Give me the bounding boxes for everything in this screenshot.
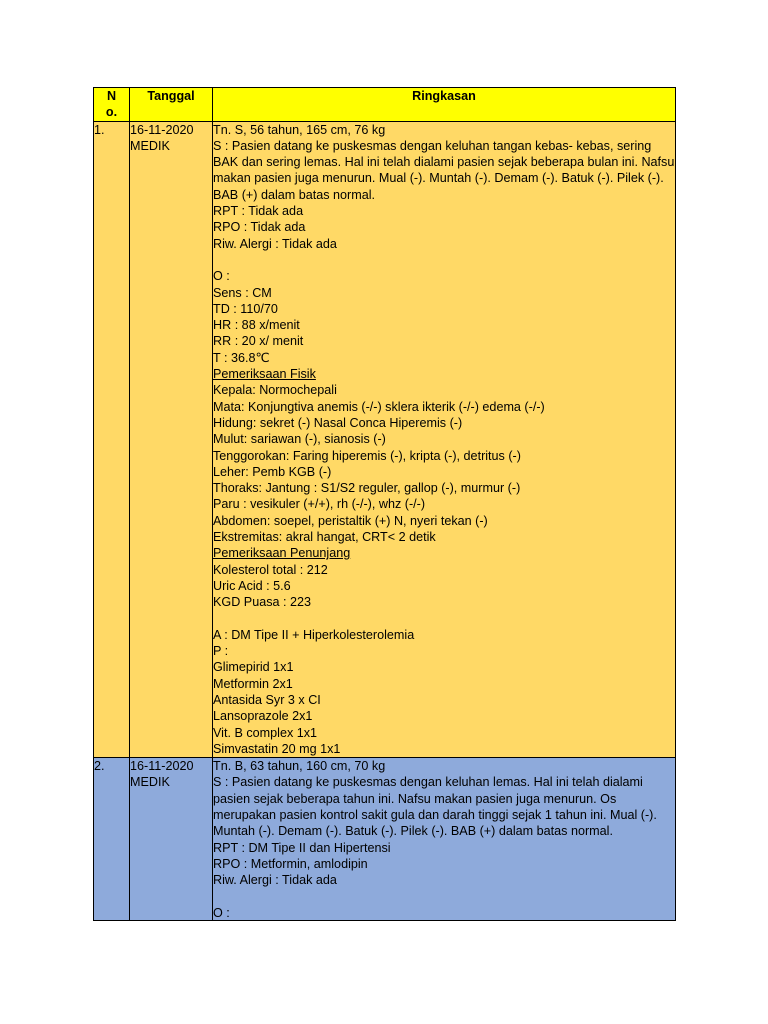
exam-item: Mata: Konjungtiva anemis (-/-) sklera ikterik (-/-) edema (-/-) — [213, 399, 545, 414]
subjective-text: S : Pasien datang ke puskesmas dengan keluhan lemas. Hal ini telah dialami pasien sejak beberapa tahun ini. Nafsu makan pasien juga menurun. Os merupakan pasien kontrol sakit gula dan darah tinggi sejak 1 tahun ini. Mual (-). Muntah (-). Demam (-). Batuk (-). Pilek (-). BAB (+) dalam batas normal. — [213, 775, 657, 839]
spacer — [213, 252, 675, 268]
vital-item: Sens : CM — [213, 285, 272, 300]
row-summary — [213, 758, 676, 921]
rpt-text: RPT : Tidak ada — [213, 204, 304, 219]
vital-item: T : 36.8℃ — [213, 350, 270, 365]
plan-item: Lansoprazole 2x1 — [213, 709, 313, 724]
table-row — [94, 121, 676, 758]
row-summary — [213, 121, 676, 758]
patient-info: Tn. S, 56 tahun, 165 cm, 76 kg — [213, 122, 386, 137]
objective-label: O : — [213, 269, 230, 284]
exam-item: Abdomen: soepel, peristaltik (+) N, nyeri tekan (-) — [213, 513, 488, 528]
vital-item: RR : 20 x/ menit — [213, 334, 304, 349]
rpo-text: RPO : Metformin, amlodipin — [213, 856, 368, 871]
row-summary-content — [213, 758, 675, 920]
row-number: 2. — [94, 758, 130, 921]
plan-item: Vit. B complex 1x1 — [213, 725, 318, 740]
exam-item: Ekstremitas: akral hangat, CRT< 2 detik — [213, 530, 436, 545]
plan-item: Glimepirid 1x1 — [213, 660, 294, 675]
row-date: 16-11-2020 — [130, 759, 194, 774]
exam-item: Tenggorokan: Faring hiperemis (-), kripta (-), detritus (-) — [213, 448, 521, 463]
rpt-text: RPT : DM Tipe II dan Hipertensi — [213, 840, 391, 855]
patient-info: Tn. B, 63 tahun, 160 cm, 70 kg — [213, 759, 386, 774]
header-summary: Ringkasan — [213, 88, 676, 122]
spacer — [213, 889, 675, 905]
rpo-text: RPO : Tidak ada — [213, 220, 306, 235]
table-header-row — [94, 88, 676, 122]
header-date: Tanggal — [130, 88, 213, 122]
exam-item: Thoraks: Jantung : S1/S2 reguler, gallop (-), murmur (-) — [213, 481, 521, 496]
exam-item: Hidung: sekret (-) Nasal Conca Hiperemis (-) — [213, 415, 463, 430]
table-row — [94, 758, 676, 921]
exam-item: Kepala: Normochepali — [213, 383, 337, 398]
plan-label: P : — [213, 644, 229, 659]
supporting-exam-title: Pemeriksaan Penunjang — [213, 546, 351, 561]
medical-record-table — [93, 87, 676, 921]
assessment-text: A : DM Tipe II + Hiperkolesterolemia — [213, 627, 415, 642]
vital-item: HR : 88 x/menit — [213, 318, 300, 333]
spacer — [213, 611, 675, 627]
lab-item: Kolesterol total : 212 — [213, 562, 328, 577]
exam-item: Leher: Pemb KGB (-) — [213, 464, 332, 479]
header-no-line2: o. — [105, 105, 118, 120]
row-category: MEDIK — [130, 138, 170, 153]
objective-label: O : — [213, 905, 230, 920]
row-date-cell — [130, 758, 213, 921]
allergy-text: Riw. Alergi : Tidak ada — [213, 873, 337, 888]
header-no — [94, 88, 130, 122]
vital-item: TD : 110/70 — [213, 301, 278, 316]
row-date-cell — [130, 121, 213, 758]
exam-item: Paru : vesikuler (+/+), rh (-/-), whz (-/-) — [213, 497, 426, 512]
allergy-text: Riw. Alergi : Tidak ada — [213, 236, 337, 251]
lab-item: KGD Puasa : 223 — [213, 595, 312, 610]
plan-item: Simvastatin 20 mg 1x1 — [213, 741, 341, 756]
lab-item: Uric Acid : 5.6 — [213, 578, 291, 593]
header-no-line1: N — [106, 89, 117, 103]
plan-item: Metformin 2x1 — [213, 676, 293, 691]
subjective-text: S : Pasien datang ke puskesmas dengan keluhan tangan kebas- kebas, sering BAK dan sering lemas. Hal ini telah dialami pasien sejak beberapa bulan ini. Nafsu makan pasien juga menurun. Mual (-). Muntah (-). Demam (-). Batuk (-). Pilek (-). BAB (+) dalam batas normal. — [213, 138, 675, 202]
row-number: 1. — [94, 121, 130, 758]
row-category: MEDIK — [130, 775, 170, 790]
plan-item: Antasida Syr 3 x CI — [213, 692, 321, 707]
exam-item: Mulut: sariawan (-), sianosis (-) — [213, 432, 386, 447]
physical-exam-title: Pemeriksaan Fisik — [213, 367, 316, 382]
row-date: 16-11-2020 — [130, 122, 194, 137]
